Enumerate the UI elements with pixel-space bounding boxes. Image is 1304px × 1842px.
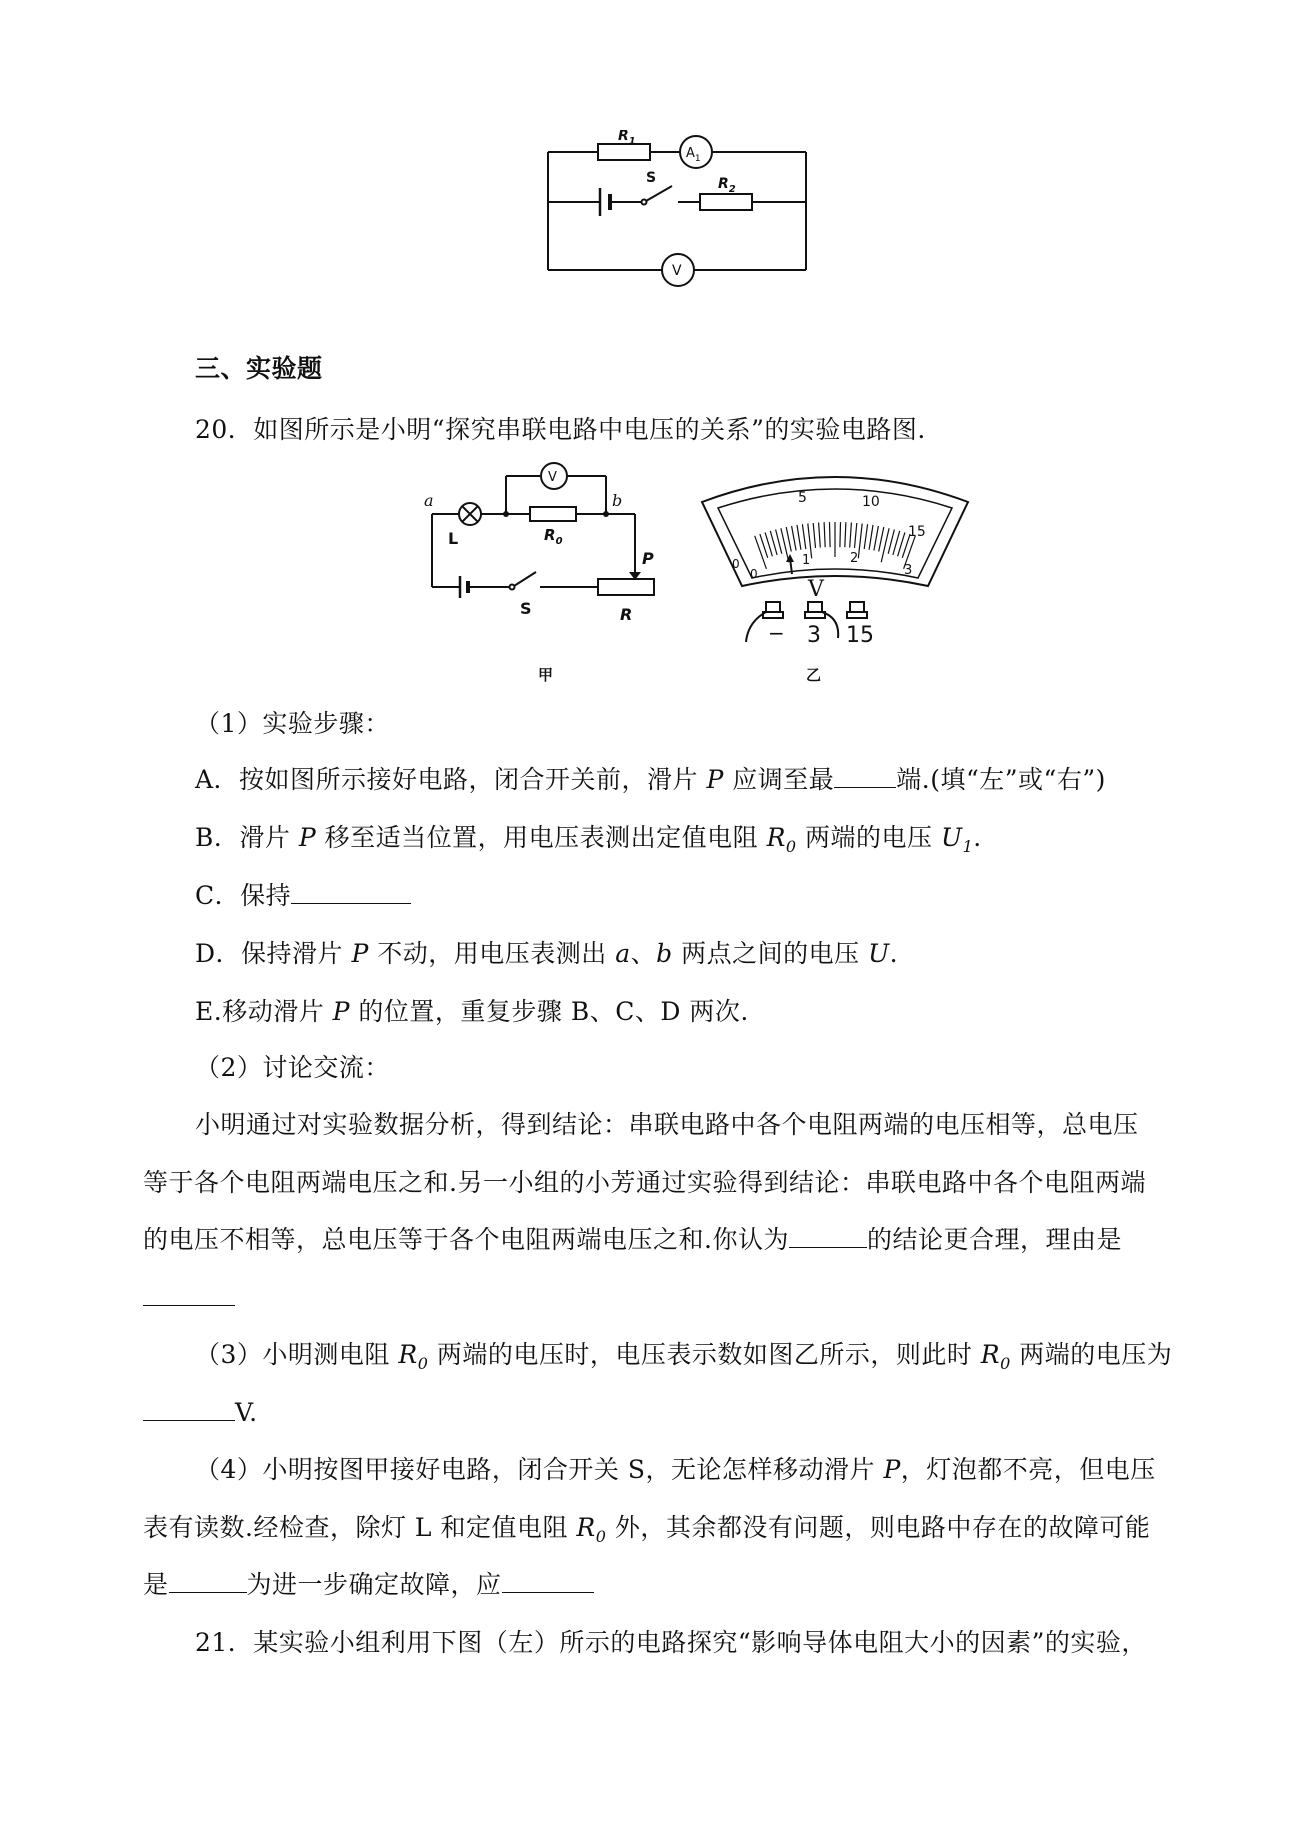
step-1-title: （1）实验步骤：	[195, 709, 390, 738]
discussion-line-2: 等于各个电阻两端电压之和.另一小组的小芳通过实验得到结论：串联电路中各个电阻两端	[143, 1168, 1146, 1197]
rheostat-r-label: R	[620, 605, 633, 624]
switch-label: S	[646, 170, 657, 186]
question-3-line-1: （3）小明测电阻 $R_0$ 两端的电压时，电压表示数如图乙所示，则此时 $R_0$ 两端的电压为	[195, 1340, 1173, 1373]
voltmeter-v-label: V	[548, 470, 557, 485]
point-a-label: a	[424, 491, 434, 510]
step-c: C．保持	[195, 878, 411, 914]
circuit-diagram-jia	[420, 462, 670, 687]
lamp-label: L	[448, 529, 459, 548]
top-scale-10: 10	[862, 494, 880, 510]
step-b: B．滑片 P 移至适当位置，用电压表测出定值电阻 $R_0$ 两端的电压 $U_1$.	[195, 823, 982, 856]
dial-v-label: V	[808, 577, 824, 602]
voltmeter-label: V	[672, 263, 682, 279]
voltmeter-dial-yi	[690, 462, 980, 687]
figure-jia-caption: 甲	[538, 666, 554, 684]
question-21-intro: 21．某实验小组利用下图（左）所示的电路探究“影响导体电阻大小的因素”的实验，	[195, 1628, 1147, 1657]
step-a: A．按如图所示接好电路，闭合开关前，滑片 P 应调至最 端.(填“左”或“右”)	[195, 765, 1106, 794]
section-heading: 三、实验题	[195, 354, 323, 383]
switch-s-label: S	[520, 599, 532, 618]
dial-tick	[830, 522, 831, 547]
top-circuit-diagram	[540, 130, 820, 330]
answer-blank-c[interactable]	[291, 879, 411, 904]
question-3-line-2: V.	[143, 1395, 258, 1431]
bottom-scale-0: 0	[750, 567, 758, 581]
discussion-line-3: 的电压不相等，总电压等于各个电阻两端电压之和.你认为 的结论更合理，理由是	[143, 1225, 1122, 1254]
ammeter-label: $A_1$	[686, 146, 701, 164]
terminal-negative: −	[768, 621, 785, 645]
r1-label: $R_1$	[618, 130, 636, 147]
question-4-line-1: （4）小明按图甲接好电路，闭合开关 S，无论怎样移动滑片 P，灯泡都不亮，但电压	[195, 1455, 1156, 1484]
top-scale-0: 0	[732, 557, 740, 571]
figure-yi-caption: 乙	[806, 666, 822, 684]
answer-blank-voltage[interactable]	[143, 1396, 235, 1421]
answer-blank-who[interactable]	[789, 1223, 867, 1248]
point-b-label: b	[612, 491, 623, 510]
bottom-scale-1: 1	[802, 553, 811, 568]
r0-label: $R_0$	[544, 526, 563, 547]
answer-blank-check[interactable]	[502, 1568, 594, 1593]
bottom-scale-2: 2	[850, 551, 859, 566]
answer-blank-a[interactable]	[834, 763, 896, 788]
answer-blank-fault[interactable]	[169, 1568, 247, 1593]
discussion-line-1: 小明通过对实验数据分析，得到结论：串联电路中各个电阻两端的电压相等，总电压	[195, 1110, 1139, 1139]
step-2-title: （2）讨论交流：	[195, 1053, 390, 1082]
top-scale-15: 15	[908, 524, 926, 540]
terminal-3: 3	[807, 623, 821, 648]
question-20-intro: 20．如图所示是小明“探究串联电路中电压的关系”的实验电路图.	[195, 415, 926, 444]
slider-p-label: P	[642, 549, 654, 568]
step-e: E.移动滑片 P 的位置，重复步骤 B、C、D 两次.	[195, 997, 749, 1026]
answer-blank-reason[interactable]	[143, 1281, 235, 1306]
dial-tick	[840, 522, 841, 547]
step-d: D．保持滑片 P 不动，用电压表测出 a、b 两点之间的电压 U.	[195, 939, 899, 968]
terminal-15: 15	[846, 623, 874, 648]
top-scale-5: 5	[798, 490, 807, 506]
discussion-reason-blank-line	[143, 1280, 235, 1316]
question-4-line-3: 是 为进一步确定故障，应	[143, 1567, 594, 1603]
bottom-scale-3: 3	[904, 563, 913, 578]
question-4-line-2: 表有读数.经检查，除灯 L 和定值电阻 $R_0$ 外，其余都没有问题，则电路中存在的故障可能	[143, 1513, 1151, 1546]
r2-label: $R_2$	[718, 176, 736, 195]
